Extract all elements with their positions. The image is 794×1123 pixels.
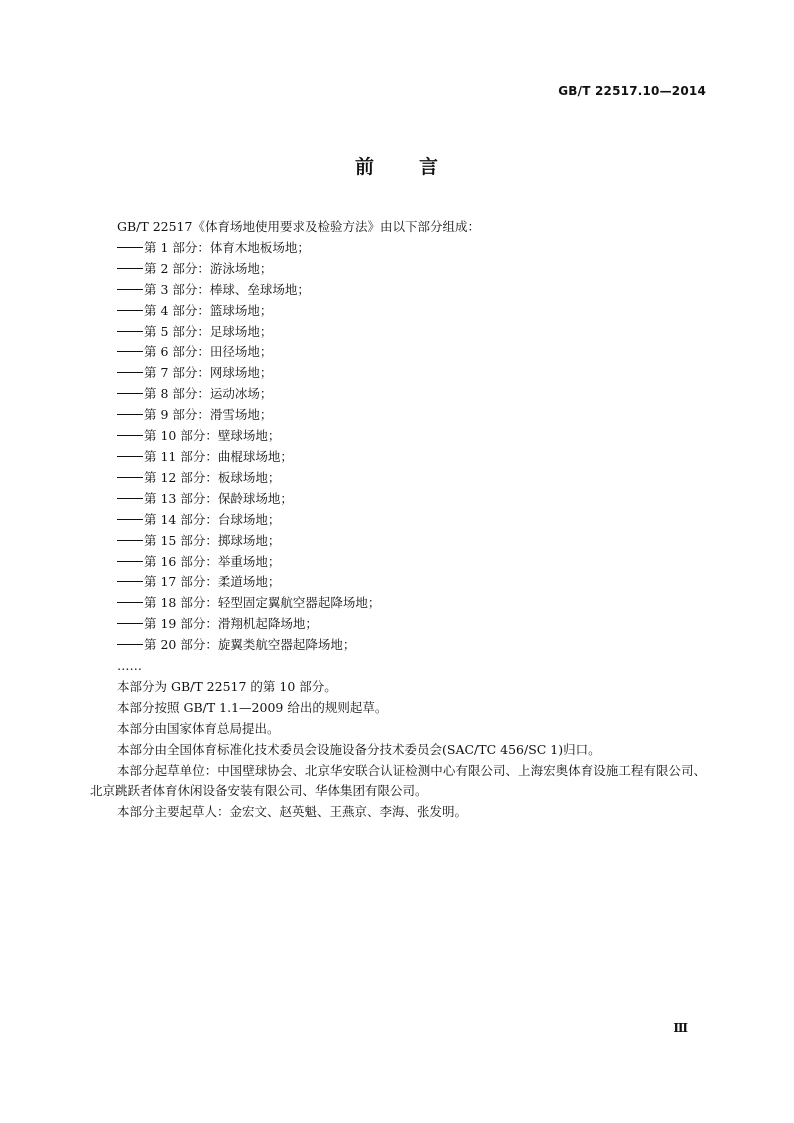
em-dash-mark bbox=[117, 393, 143, 394]
part-list-item bbox=[90, 614, 706, 635]
part-list-item-text: 第 5 部分：足球场地； bbox=[144, 323, 273, 339]
intro-line: GB/T 22517《体育场地使用要求及检验方法》由以下部分组成： bbox=[117, 219, 480, 234]
part-list-item bbox=[90, 635, 706, 656]
foreword-body bbox=[90, 217, 706, 823]
part-list-item bbox=[90, 280, 706, 301]
paragraph-part-number: 本部分为 GB/T 22517 的第 10 部分。 bbox=[117, 678, 337, 694]
em-dash-mark bbox=[117, 310, 143, 311]
part-list-item-text: 第 17 部分：柔道场地； bbox=[144, 574, 281, 590]
part-list-item-text: 第 12 部分：板球场地； bbox=[144, 469, 281, 485]
em-dash-mark bbox=[117, 561, 143, 562]
part-list-item-text: 第 11 部分：曲棍球场地； bbox=[144, 448, 293, 464]
part-list-item bbox=[90, 531, 706, 552]
part-list-item bbox=[90, 489, 706, 510]
part-list-item-text: 第 4 部分：篮球场地； bbox=[144, 302, 273, 318]
part-list-item bbox=[90, 447, 706, 468]
part-list-item-text: 第 19 部分：滑翔机起降场地； bbox=[144, 616, 318, 632]
part-list-item bbox=[90, 572, 706, 593]
em-dash-mark bbox=[117, 644, 143, 645]
part-list-item-text: 第 2 部分：游泳场地； bbox=[144, 260, 273, 276]
part-list-item-text: 第 7 部分：网球场地； bbox=[144, 365, 273, 381]
em-dash-mark bbox=[117, 498, 143, 499]
part-list-item-text: 第 1 部分：体育木地板场地； bbox=[144, 239, 310, 255]
part-list-item-text: 第 13 部分：保龄球场地； bbox=[144, 490, 293, 506]
part-list-item bbox=[90, 468, 706, 489]
part-list-item bbox=[90, 384, 706, 405]
page-title bbox=[0, 152, 794, 179]
em-dash-mark bbox=[117, 351, 143, 352]
em-dash-mark bbox=[117, 372, 143, 373]
part-list-item bbox=[90, 301, 706, 322]
part-list-item bbox=[90, 405, 706, 426]
part-list-item bbox=[90, 342, 706, 363]
part-list-item-text: 第 15 部分：掷球场地； bbox=[144, 532, 281, 548]
part-list-item-text: 第 16 部分：举重场地； bbox=[144, 553, 281, 569]
part-list-item-text: 第 9 部分：滑雪场地； bbox=[144, 407, 273, 423]
part-list-item-text: 第 3 部分：棒球、垒球场地； bbox=[144, 281, 310, 297]
part-list-item bbox=[90, 593, 706, 614]
em-dash-mark bbox=[117, 331, 143, 332]
em-dash-mark bbox=[117, 435, 143, 436]
paragraph-drafters: 本部分主要起草人：金宏文、赵英魁、王燕京、李海、张发明。 bbox=[117, 804, 468, 820]
parts-list bbox=[90, 238, 706, 656]
em-dash-mark bbox=[117, 456, 143, 457]
part-list-item bbox=[90, 552, 706, 573]
standard-code: GB/T 22517.10—2014 bbox=[558, 84, 706, 98]
part-list-item-text: 第 20 部分：旋翼类航空器起降场地； bbox=[144, 637, 356, 653]
part-list-item bbox=[90, 363, 706, 384]
paragraph-drafting-units: 本部分起草单位：中国壁球协会、北京华安联合认证检测中心有限公司、上海宏奥体育设施工程有限公司、北京跳跃者体育休闲设备安装有限公司、华体集团有限公司。 bbox=[90, 762, 706, 799]
part-list-item bbox=[90, 238, 706, 259]
title-char-2: 言 bbox=[419, 156, 440, 178]
em-dash-mark bbox=[117, 477, 143, 478]
part-list-item-text: 第 8 部分：运动冰场； bbox=[144, 386, 273, 402]
title-char-1: 前 bbox=[354, 156, 375, 178]
em-dash-mark bbox=[117, 268, 143, 269]
em-dash-mark bbox=[117, 289, 143, 290]
paragraph-proposed-by: 本部分由国家体育总局提出。 bbox=[117, 720, 280, 736]
em-dash-mark bbox=[117, 247, 143, 248]
part-list-item-text: 第 14 部分：台球场地； bbox=[144, 511, 281, 527]
page-number: Ⅲ bbox=[673, 1021, 688, 1035]
part-list-item bbox=[90, 322, 706, 343]
part-list-item bbox=[90, 426, 706, 447]
paragraph-drafting-rules: 本部分按照 GB/T 1.1—2009 给出的规则起草。 bbox=[117, 699, 388, 715]
part-list-item bbox=[90, 510, 706, 531]
ellipsis: …… bbox=[117, 658, 142, 674]
em-dash-mark bbox=[117, 540, 143, 541]
part-list-item bbox=[90, 259, 706, 280]
em-dash-mark bbox=[117, 519, 143, 520]
em-dash-mark bbox=[117, 623, 143, 624]
em-dash-mark bbox=[117, 414, 143, 415]
em-dash-mark bbox=[117, 581, 143, 582]
part-list-item-text: 第 18 部分：轻型固定翼航空器起降场地； bbox=[144, 595, 381, 611]
em-dash-mark bbox=[117, 602, 143, 603]
part-list-item-text: 第 6 部分：田径场地； bbox=[144, 344, 273, 360]
paragraph-under-jurisdiction: 本部分由全国体育标准化技术委员会设施设备分技术委员会(SAC/TC 456/SC 1)归口。 bbox=[117, 741, 601, 757]
part-list-item-text: 第 10 部分：壁球场地； bbox=[144, 428, 281, 444]
